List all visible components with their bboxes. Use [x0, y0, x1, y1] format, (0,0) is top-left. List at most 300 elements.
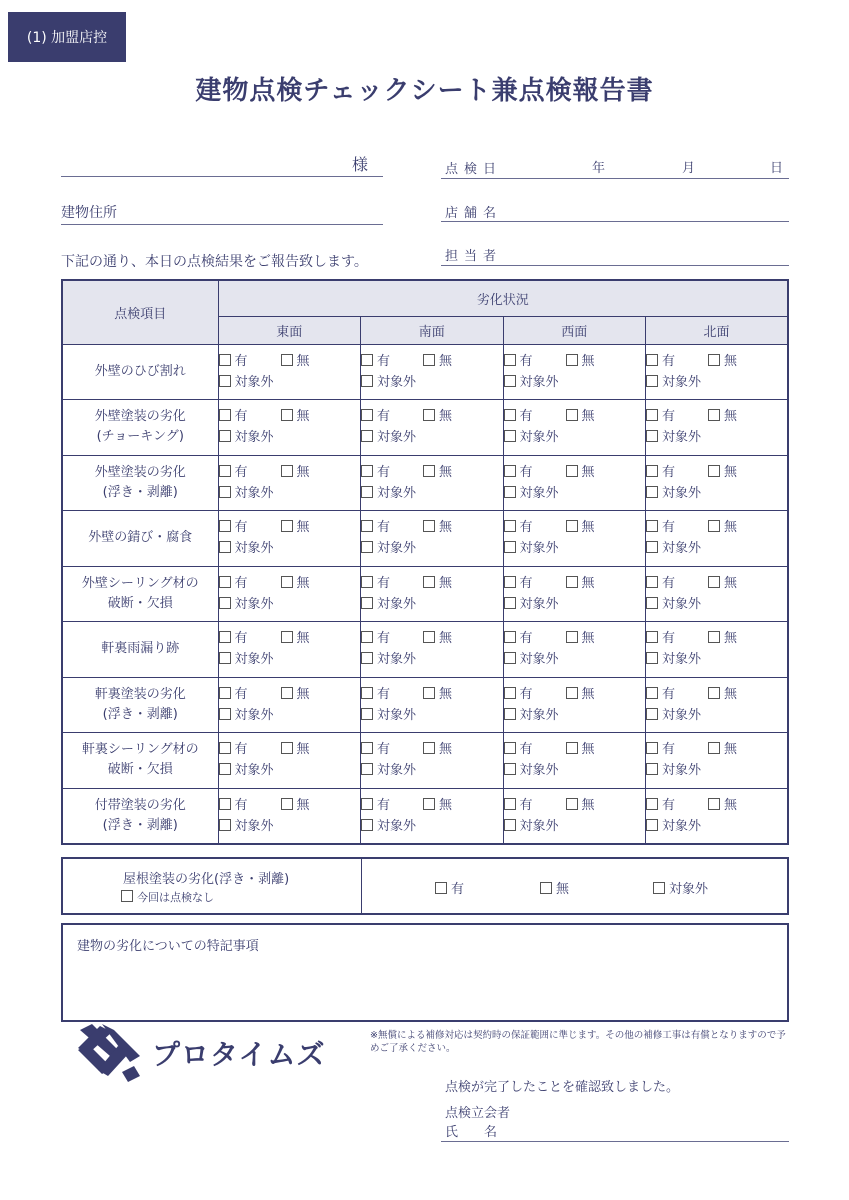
status-cell-north	[646, 566, 789, 622]
na-option[interactable]	[646, 538, 787, 559]
status-cell-west	[503, 566, 646, 622]
na-label: 対象外	[519, 596, 559, 612]
checkbox-icon[interactable]	[504, 708, 516, 720]
na-option[interactable]	[646, 483, 787, 504]
checkbox-icon[interactable]	[281, 687, 293, 699]
checkbox-icon[interactable]	[423, 354, 435, 366]
checkbox-icon[interactable]	[281, 576, 293, 588]
checkbox-icon[interactable]	[219, 354, 231, 366]
checkbox-icon[interactable]	[361, 576, 373, 588]
yes-option[interactable]	[219, 351, 281, 372]
yes-label: 有	[234, 464, 248, 480]
checkbox-icon[interactable]	[281, 409, 293, 421]
checkbox-icon[interactable]	[121, 890, 133, 902]
na-label: 対象外	[377, 763, 417, 779]
inspection-table	[61, 279, 789, 845]
na-label: 対象外	[519, 763, 559, 779]
status-cell-south	[361, 622, 504, 678]
checkbox-icon[interactable]	[281, 354, 293, 366]
status-cell-east	[218, 677, 361, 733]
checkbox-icon[interactable]	[504, 742, 516, 754]
checkbox-icon[interactable]	[646, 652, 658, 664]
checkbox-icon[interactable]	[219, 486, 231, 498]
remarks-box[interactable]	[61, 923, 789, 1022]
warranty-note: ※無償による補修対応は契約時の保証範囲に準じます。その他の補修工事は有償となりますので予めご了承ください。	[370, 1030, 786, 1054]
inspection-row	[62, 400, 788, 456]
roof-no-check-option[interactable]	[121, 889, 214, 905]
building-address-line[interactable]	[61, 224, 383, 225]
inspection-item-text: (浮き・剥離)	[102, 484, 178, 500]
inspection-item	[62, 455, 218, 511]
na-label: 対象外	[377, 374, 417, 390]
checkbox-icon[interactable]	[646, 742, 658, 754]
yes-option[interactable]	[646, 406, 708, 427]
na-option[interactable]	[361, 372, 503, 393]
yes-option[interactable]	[219, 517, 281, 538]
no-option[interactable]	[423, 628, 485, 649]
customer-name-line[interactable]	[61, 176, 383, 177]
yes-option[interactable]	[361, 517, 423, 538]
checkbox-icon[interactable]	[646, 465, 658, 477]
yes-option[interactable]	[504, 628, 566, 649]
inspection-item-text: 軒裏雨漏り跡	[101, 641, 180, 657]
person-in-charge-line[interactable]	[441, 265, 789, 266]
na-option[interactable]	[504, 760, 646, 781]
no-label: 無	[296, 631, 310, 647]
checkbox-icon[interactable]	[646, 631, 658, 643]
yes-label: 有	[662, 575, 676, 591]
status-cell-south	[361, 400, 504, 456]
checkbox-icon[interactable]	[281, 742, 293, 754]
witness-signature-line[interactable]	[441, 1141, 789, 1142]
checkbox-icon[interactable]	[219, 708, 231, 720]
no-option[interactable]	[281, 795, 343, 816]
no-option[interactable]	[708, 351, 770, 372]
checkbox-icon[interactable]	[504, 541, 516, 553]
checkbox-icon[interactable]	[423, 465, 435, 477]
checkbox-icon[interactable]	[504, 631, 516, 643]
inspection-date-line[interactable]	[441, 178, 789, 179]
no-label: 無	[724, 409, 738, 425]
checkbox-icon[interactable]	[566, 409, 578, 421]
no-option[interactable]	[566, 795, 628, 816]
yes-option[interactable]	[219, 795, 281, 816]
checkbox-icon[interactable]	[504, 520, 516, 532]
checkbox-icon[interactable]	[646, 763, 658, 775]
roof-no-option[interactable]	[540, 878, 569, 897]
no-option[interactable]	[281, 517, 343, 538]
inspection-row	[62, 566, 788, 622]
no-option[interactable]	[423, 739, 485, 760]
na-option[interactable]	[361, 816, 503, 837]
no-label: 無	[581, 797, 595, 813]
no-option[interactable]	[708, 573, 770, 594]
no-option[interactable]	[566, 739, 628, 760]
checkbox-icon[interactable]	[708, 742, 720, 754]
checkbox-icon[interactable]	[646, 486, 658, 498]
no-option[interactable]	[281, 739, 343, 760]
na-option[interactable]	[504, 705, 646, 726]
checkbox-icon[interactable]	[504, 486, 516, 498]
na-label: 対象外	[377, 707, 417, 723]
store-name-label: 店舗名	[445, 206, 503, 221]
na-option[interactable]	[646, 649, 787, 670]
na-option[interactable]	[646, 594, 787, 615]
checkbox-icon[interactable]	[646, 375, 658, 387]
checkbox-icon[interactable]	[708, 631, 720, 643]
checkbox-icon[interactable]	[219, 819, 231, 831]
no-option[interactable]	[423, 795, 485, 816]
checkbox-icon[interactable]	[219, 576, 231, 588]
na-option[interactable]	[361, 483, 503, 504]
checkbox-icon[interactable]	[504, 763, 516, 775]
checkbox-icon[interactable]	[361, 631, 373, 643]
checkbox-icon[interactable]	[361, 763, 373, 775]
na-label: 対象外	[234, 652, 274, 668]
checkbox-icon[interactable]	[504, 465, 516, 477]
no-label: 無	[439, 520, 453, 536]
inspection-row	[62, 344, 788, 400]
yes-label: 有	[519, 686, 533, 702]
store-name-line[interactable]	[441, 221, 789, 222]
checkbox-icon[interactable]	[361, 430, 373, 442]
na-option[interactable]	[361, 594, 503, 615]
yes-option[interactable]	[504, 684, 566, 705]
checkbox-icon[interactable]	[219, 652, 231, 664]
checkbox-icon[interactable]	[504, 354, 516, 366]
yes-label: 有	[377, 575, 391, 591]
checkbox-icon[interactable]	[646, 354, 658, 366]
no-option[interactable]	[423, 573, 485, 594]
checkbox-icon[interactable]	[423, 687, 435, 699]
checkbox-icon[interactable]	[423, 631, 435, 643]
yes-label: 有	[662, 631, 676, 647]
checkbox-icon[interactable]	[361, 465, 373, 477]
yes-label: 有	[234, 409, 248, 425]
direction-south: 南面	[361, 316, 504, 344]
no-option[interactable]	[566, 628, 628, 649]
checkbox-icon[interactable]	[361, 798, 373, 810]
status-cell-west	[503, 677, 646, 733]
na-option[interactable]	[646, 427, 787, 448]
inspection-item-text: 付帯塗装の劣化	[94, 797, 186, 813]
na-option[interactable]	[504, 594, 646, 615]
no-option[interactable]	[708, 739, 770, 760]
yes-option[interactable]	[646, 795, 708, 816]
checkbox-icon[interactable]	[219, 541, 231, 553]
checkbox-icon[interactable]	[646, 798, 658, 810]
na-option[interactable]	[219, 760, 361, 781]
yes-label: 有	[519, 797, 533, 813]
checkbox-icon[interactable]	[361, 486, 373, 498]
yes-option[interactable]	[361, 684, 423, 705]
checkbox-icon[interactable]	[219, 597, 231, 609]
yes-option[interactable]	[219, 739, 281, 760]
checkbox-icon[interactable]	[361, 819, 373, 831]
checkbox-icon[interactable]	[219, 798, 231, 810]
na-option[interactable]	[219, 538, 361, 559]
checkbox-icon[interactable]	[708, 409, 720, 421]
no-option[interactable]	[566, 684, 628, 705]
checkbox-icon[interactable]	[708, 465, 720, 477]
status-cell-north	[646, 622, 789, 678]
roof-na-option[interactable]	[653, 878, 708, 897]
yes-option[interactable]	[504, 739, 566, 760]
status-cell-east	[218, 622, 361, 678]
intro-text: 下記の通り、本日の点検結果をご報告致します。	[61, 254, 368, 270]
checkbox-icon[interactable]	[566, 354, 578, 366]
na-option[interactable]	[361, 649, 503, 670]
checkbox-icon[interactable]	[361, 708, 373, 720]
checkbox-icon[interactable]	[540, 882, 552, 894]
na-option[interactable]	[504, 427, 646, 448]
na-label: 対象外	[519, 430, 559, 446]
no-option[interactable]	[566, 462, 628, 483]
no-option[interactable]	[566, 351, 628, 372]
office-copy-label: (1) 加盟店控	[26, 30, 108, 46]
na-option[interactable]	[504, 372, 646, 393]
na-label: 対象外	[234, 374, 274, 390]
checkbox-icon[interactable]	[219, 742, 231, 754]
yes-option[interactable]	[504, 795, 566, 816]
na-option[interactable]	[361, 760, 503, 781]
checkbox-icon[interactable]	[361, 409, 373, 421]
no-option[interactable]	[281, 573, 343, 594]
yes-option[interactable]	[361, 573, 423, 594]
na-label: 対象外	[662, 707, 702, 723]
checkbox-icon[interactable]	[708, 520, 720, 532]
no-option[interactable]	[423, 351, 485, 372]
checkbox-icon[interactable]	[646, 819, 658, 831]
yes-option[interactable]	[646, 517, 708, 538]
checkbox-icon[interactable]	[646, 576, 658, 588]
yes-option[interactable]	[504, 462, 566, 483]
na-option[interactable]	[219, 427, 361, 448]
checkbox-icon[interactable]	[219, 375, 231, 387]
checkbox-icon[interactable]	[708, 576, 720, 588]
yes-option[interactable]	[219, 628, 281, 649]
checkbox-icon[interactable]	[281, 631, 293, 643]
yes-option[interactable]	[646, 351, 708, 372]
checkbox-icon[interactable]	[361, 687, 373, 699]
checkbox-icon[interactable]	[423, 576, 435, 588]
yes-option[interactable]	[504, 573, 566, 594]
no-label: 無	[724, 353, 738, 369]
na-label: 対象外	[662, 485, 702, 501]
yes-option[interactable]	[361, 351, 423, 372]
checkbox-icon[interactable]	[504, 576, 516, 588]
no-label: 無	[439, 464, 453, 480]
checkbox-icon[interactable]	[646, 597, 658, 609]
checkbox-icon[interactable]	[361, 541, 373, 553]
checkbox-icon[interactable]	[566, 465, 578, 477]
checkbox-icon[interactable]	[566, 798, 578, 810]
na-option[interactable]	[361, 538, 503, 559]
checkbox-icon[interactable]	[361, 597, 373, 609]
no-option[interactable]	[708, 795, 770, 816]
checkbox-icon[interactable]	[361, 520, 373, 532]
yes-label: 有	[519, 353, 533, 369]
na-option[interactable]	[504, 649, 646, 670]
checkbox-icon[interactable]	[708, 798, 720, 810]
checkbox-icon[interactable]	[566, 520, 578, 532]
checkbox-icon[interactable]	[361, 652, 373, 664]
na-option[interactable]	[504, 538, 646, 559]
yes-option[interactable]	[646, 739, 708, 760]
status-cell-north	[646, 788, 789, 844]
no-option[interactable]	[281, 684, 343, 705]
checkbox-icon[interactable]	[504, 430, 516, 442]
checkbox-icon[interactable]	[504, 652, 516, 664]
na-option[interactable]	[646, 372, 787, 393]
na-label: 対象外	[662, 374, 702, 390]
na-label: 対象外	[519, 818, 559, 834]
checkbox-icon[interactable]	[219, 763, 231, 775]
yes-option[interactable]	[361, 628, 423, 649]
checkbox-icon[interactable]	[504, 819, 516, 831]
na-option[interactable]	[219, 594, 361, 615]
no-option[interactable]	[423, 517, 485, 538]
yes-option[interactable]	[219, 406, 281, 427]
checkbox-icon[interactable]	[504, 687, 516, 699]
checkbox-icon[interactable]	[504, 798, 516, 810]
checkbox-icon[interactable]	[708, 354, 720, 366]
no-option[interactable]	[423, 406, 485, 427]
yes-option[interactable]	[504, 517, 566, 538]
no-option[interactable]	[708, 406, 770, 427]
na-label: 対象外	[377, 430, 417, 446]
na-option[interactable]	[219, 372, 361, 393]
checkbox-icon[interactable]	[423, 409, 435, 421]
checkbox-icon[interactable]	[646, 687, 658, 699]
no-label: 無	[296, 409, 310, 425]
no-option[interactable]	[708, 462, 770, 483]
na-label: 対象外	[662, 818, 702, 834]
yes-label: 有	[234, 631, 248, 647]
inspection-item	[62, 622, 218, 678]
na-option[interactable]	[219, 649, 361, 670]
checkbox-icon[interactable]	[646, 541, 658, 553]
roof-yes-label: 有	[451, 882, 465, 897]
yes-option[interactable]	[361, 739, 423, 760]
checkbox-icon[interactable]	[653, 882, 665, 894]
checkbox-icon[interactable]	[435, 882, 447, 894]
na-option[interactable]	[219, 483, 361, 504]
checkbox-icon[interactable]	[281, 465, 293, 477]
checkbox-icon[interactable]	[281, 520, 293, 532]
no-option[interactable]	[423, 462, 485, 483]
checkbox-icon[interactable]	[423, 520, 435, 532]
checkbox-icon[interactable]	[504, 409, 516, 421]
checkbox-icon[interactable]	[646, 430, 658, 442]
checkbox-icon[interactable]	[361, 375, 373, 387]
year-label: 年	[592, 161, 606, 176]
no-option[interactable]	[566, 573, 628, 594]
checkbox-icon[interactable]	[504, 375, 516, 387]
yes-option[interactable]	[646, 628, 708, 649]
yes-option[interactable]	[646, 462, 708, 483]
checkbox-icon[interactable]	[219, 520, 231, 532]
yes-label: 有	[234, 797, 248, 813]
no-option[interactable]	[566, 517, 628, 538]
checkbox-icon[interactable]	[566, 687, 578, 699]
checkbox-icon[interactable]	[646, 520, 658, 532]
yes-option[interactable]	[646, 573, 708, 594]
na-option[interactable]	[219, 705, 361, 726]
yes-option[interactable]	[219, 462, 281, 483]
roof-inspection-row	[61, 857, 789, 915]
checkbox-icon[interactable]	[708, 687, 720, 699]
yes-option[interactable]	[646, 684, 708, 705]
no-option[interactable]	[281, 462, 343, 483]
no-option[interactable]	[423, 684, 485, 705]
no-option[interactable]	[566, 406, 628, 427]
no-option[interactable]	[708, 517, 770, 538]
checkbox-icon[interactable]	[219, 409, 231, 421]
yes-option[interactable]	[361, 795, 423, 816]
checkbox-icon[interactable]	[219, 687, 231, 699]
checkbox-icon[interactable]	[361, 354, 373, 366]
no-option[interactable]	[708, 684, 770, 705]
checkbox-icon[interactable]	[566, 742, 578, 754]
yes-option[interactable]	[504, 406, 566, 427]
yes-option[interactable]	[219, 684, 281, 705]
no-label: 無	[439, 409, 453, 425]
inspection-item-text: (浮き・剥離)	[102, 817, 178, 833]
checkbox-icon[interactable]	[646, 409, 658, 421]
remarks-label: 建物の劣化についての特記事項	[77, 939, 259, 954]
na-option[interactable]	[504, 483, 646, 504]
yes-option[interactable]	[219, 573, 281, 594]
na-option[interactable]	[361, 427, 503, 448]
checkbox-icon[interactable]	[423, 742, 435, 754]
checkbox-icon[interactable]	[566, 576, 578, 588]
yes-option[interactable]	[361, 462, 423, 483]
yes-option[interactable]	[361, 406, 423, 427]
checkbox-icon[interactable]	[504, 597, 516, 609]
na-option[interactable]	[646, 816, 787, 837]
checkbox-icon[interactable]	[566, 631, 578, 643]
yes-label: 有	[234, 742, 248, 758]
checkbox-icon[interactable]	[219, 465, 231, 477]
inspection-item-text: 外壁塗装の劣化	[94, 464, 186, 480]
no-option[interactable]	[281, 351, 343, 372]
checkbox-icon[interactable]	[219, 430, 231, 442]
checkbox-icon[interactable]	[361, 742, 373, 754]
no-option[interactable]	[281, 406, 343, 427]
checkbox-icon[interactable]	[646, 708, 658, 720]
na-option[interactable]	[646, 760, 787, 781]
roof-na-label: 対象外	[669, 882, 709, 897]
na-option[interactable]	[361, 705, 503, 726]
checkbox-icon[interactable]	[219, 631, 231, 643]
roof-yes-option[interactable]	[435, 878, 464, 897]
na-option[interactable]	[646, 705, 787, 726]
na-option[interactable]	[504, 816, 646, 837]
no-option[interactable]	[281, 628, 343, 649]
na-option[interactable]	[219, 816, 361, 837]
no-label: 無	[296, 575, 310, 591]
yes-label: 有	[234, 575, 248, 591]
checkbox-icon[interactable]	[281, 798, 293, 810]
checkbox-icon[interactable]	[423, 798, 435, 810]
status-cell-west	[503, 733, 646, 789]
roof-no-label: 無	[556, 882, 570, 897]
status-cell-south	[361, 511, 504, 567]
no-option[interactable]	[708, 628, 770, 649]
status-cell-south	[361, 455, 504, 511]
yes-option[interactable]	[504, 351, 566, 372]
